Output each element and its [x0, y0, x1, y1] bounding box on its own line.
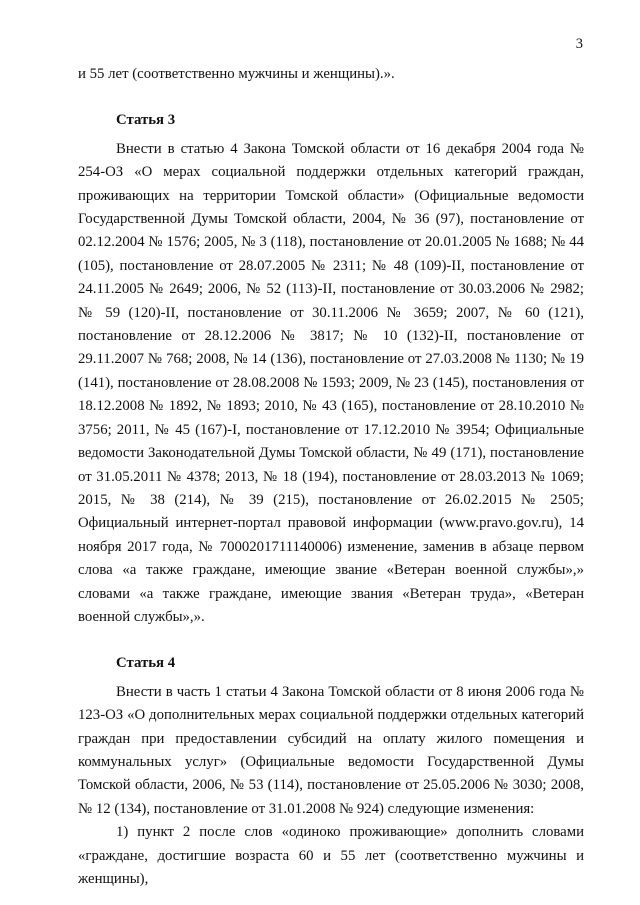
article-3-paragraph: Внести в статью 4 Закона Томской области от 16 декабря 2004 года № 254-ОЗ «О мерах социальной поддержки отдельных категорий граждан, проживающих на территории Томской области» (Официальные ведомости Государственной Думы Томской области, 2004, № 36 (97), постановление от 02.12.2004 № 1576; 2005, № 3 (118), постановление от 20.01.2005 № 1688; № 44 (105), постановление от 28.07.2005 № 2311; № 48 (109)-II, постановление от 24.11.2005 № 2649; 2006, № 52 (113)-II, постановление от 30.03.2006 № 2982; № 59 (120)-II, постановление от 30.11.2006 № 3659; 2007, № 60 (121), постановление от 28.12.2006 № 3817; № 10 (132)-II, постановление от 29.11.2007 № 768; 2008, № 14 (136), постановление от 27.03.2008 № 1130; № 19 (141), постановление от 28.08.2008 № 1593; 2009, № 23 (145), постановления от 18.12.2008 № 1892, № 1893; 2010, № 43 (165), постановление от 28.10.2010 № 3756; 2011, № 45 (167)-I, постановление от 17.12.2010 № 3954; Официальные ведомости Законодательной Думы Томской области, № 49 (171), постановление от 31.05.2011 № 4378; 2013, № 18 (194), постановление от 28.03.2013 № 1069; 2015, № 38 (214), № 39 (215), постановление от 26.02.2015 № 2505; Официальный интернет-портал правовой информации (www.pravo.gov.ru), 14 ноября 2017 года, № 7000201711140006) изменение, заменив в абзаце первом слова «а также граждане, имеющие звание «Ветеран военной службы»,» словами «а также граждане, имеющие звания «Ветеран труда», «Ветеран военной службы»,». [78, 140, 584, 625]
article-4-heading: Статья 4 [116, 655, 176, 672]
spacer [78, 86, 584, 109]
page-number: 3 [575, 36, 583, 52]
document-body [78, 63, 584, 891]
article-4-item-1: 1) пункт 2 после слов «одиноко проживающие» дополнить словами «граждане, достигшие возраста 60 и 55 лет (соответственно мужчины и женщины), [78, 824, 584, 887]
spacer [78, 629, 584, 652]
article-4-paragraph: Внести в часть 1 статьи 4 Закона Томской области от 8 июня 2006 года № 123-ОЗ «О дополнительных мерах социальной поддержки отдельных категорий граждан при предоставлении субсидий на оплату жилого помещения и коммунальных услуг» (Официальные ведомости Государственной Думы Томской области, 2006, № 53 (114), постановление от 25.05.2006 № 3030; 2008, № 12 (134), постановление от 31.01.2008 № 924) следующие изменения: [78, 683, 584, 817]
article-3-heading: Статья 3 [116, 112, 176, 129]
intro-line: и 55 лет (соответственно мужчины и женщины).». [78, 66, 395, 82]
